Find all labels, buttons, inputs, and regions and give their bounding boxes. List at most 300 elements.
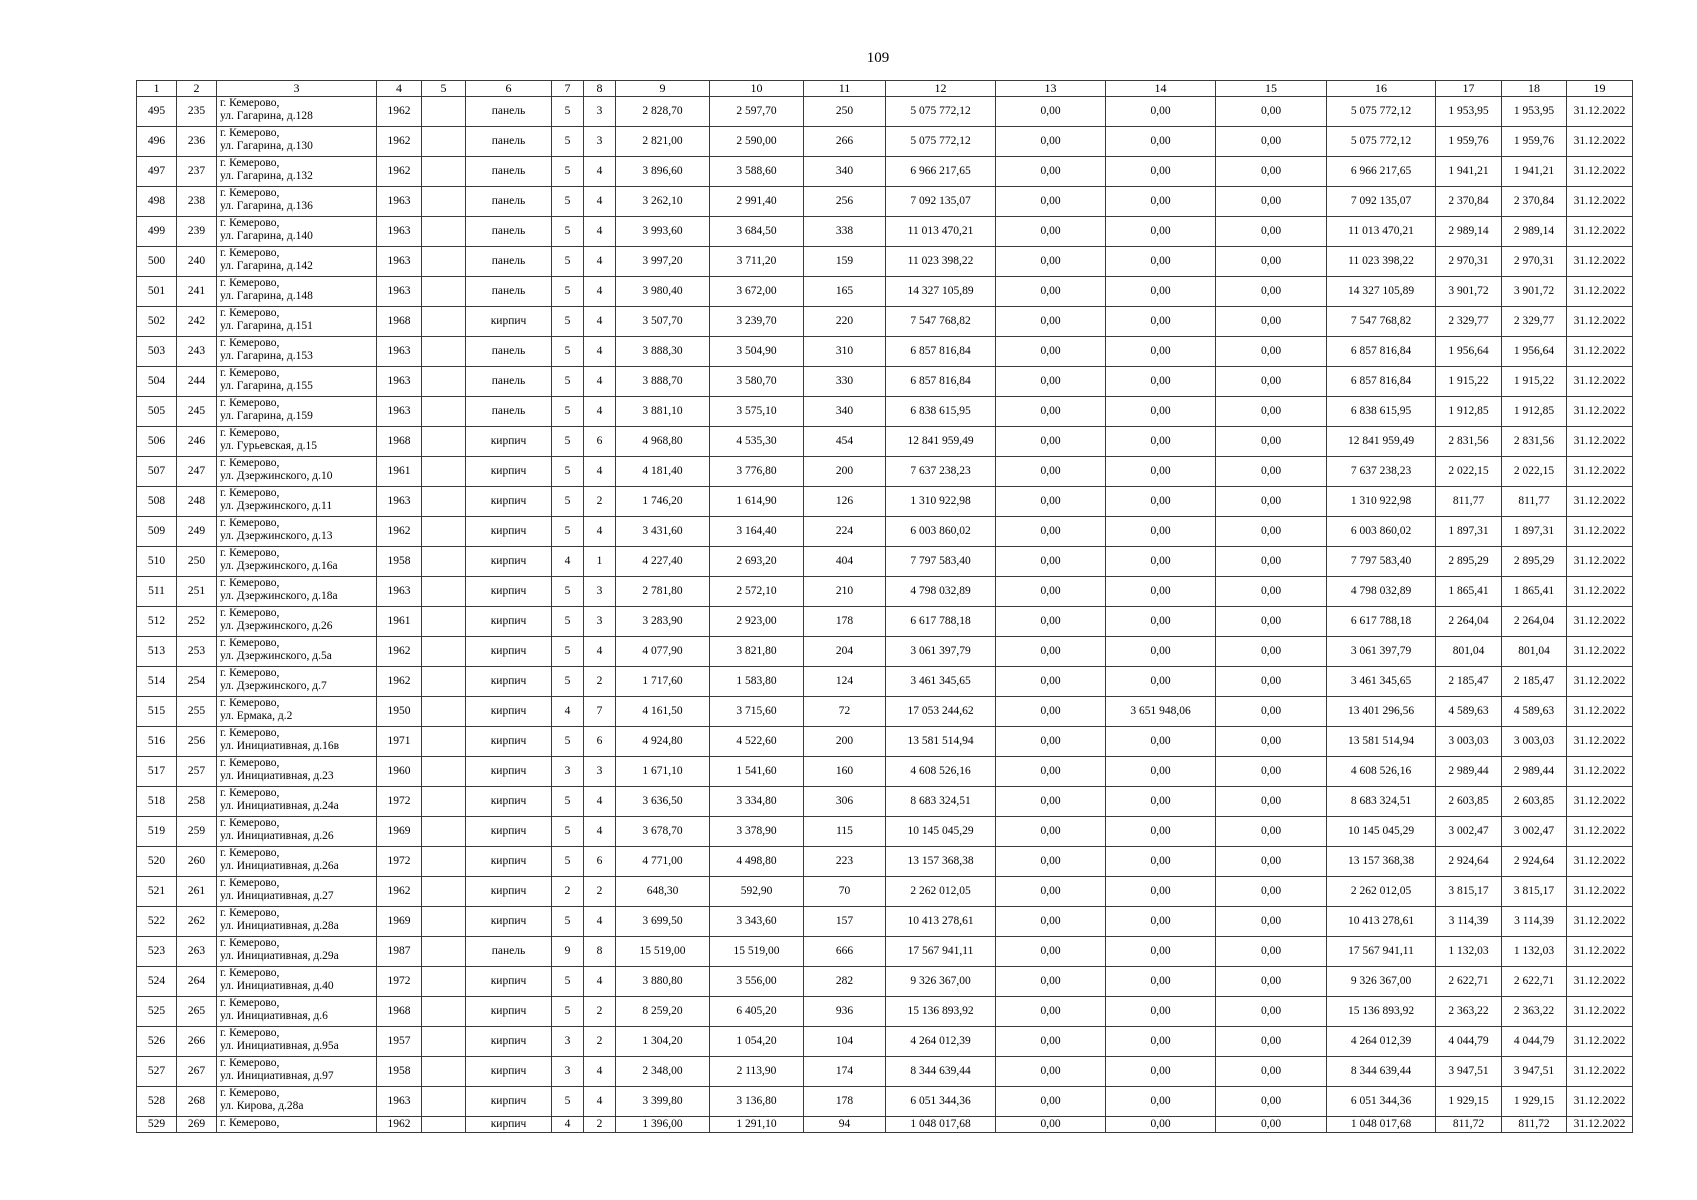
city-text: г. Кемерово,: [220, 427, 280, 439]
entrances-cell: 2: [584, 1027, 616, 1057]
column-13-value-cell: 0,00: [996, 847, 1106, 877]
street-text: ул. Кирова, д.28а: [220, 1100, 304, 1112]
column-9-value-cell: 3 993,60: [616, 217, 710, 247]
row-number-cell: 495: [137, 97, 177, 127]
column-18-value-cell: 3 003,03: [1502, 727, 1567, 757]
column-18-value-cell: 3 947,51: [1502, 1057, 1567, 1087]
column-18-value-cell: 2 970,31: [1502, 247, 1567, 277]
column-5-value-cell: [422, 1027, 466, 1057]
column-12-value-cell: 6 051 344,36: [886, 1087, 996, 1117]
column-9-value-cell: 3 880,80: [616, 967, 710, 997]
wall-material-cell: кирпич: [466, 457, 552, 487]
column-14-value-cell: 0,00: [1106, 307, 1216, 337]
column-17-value-cell: 2 329,77: [1436, 307, 1502, 337]
column-header: 11: [804, 81, 886, 97]
table-row: [137, 967, 1633, 997]
column-9-value-cell: 4 771,00: [616, 847, 710, 877]
column-16-value-cell: 4 264 012,39: [1327, 1027, 1436, 1057]
row-sub-number-cell: 264: [177, 967, 217, 997]
column-17-value-cell: 2 022,15: [1436, 457, 1502, 487]
column-9-value-cell: 2 828,70: [616, 97, 710, 127]
column-11-value-cell: 330: [804, 367, 886, 397]
column-9-value-cell: 8 259,20: [616, 997, 710, 1027]
floors-cell: 5: [552, 367, 584, 397]
street-text: ул. Гагарина, д.155: [220, 380, 313, 392]
column-11-value-cell: 70: [804, 877, 886, 907]
floors-cell: 5: [552, 907, 584, 937]
column-12-value-cell: 6 966 217,65: [886, 157, 996, 187]
address-cell: [217, 967, 377, 997]
city-text: г. Кемерово,: [220, 1117, 280, 1129]
table-row: [137, 217, 1633, 247]
column-18-value-cell: 3 815,17: [1502, 877, 1567, 907]
column-15-value-cell: 0,00: [1216, 877, 1327, 907]
column-15-value-cell: 0,00: [1216, 157, 1327, 187]
city-text: г. Кемерово,: [220, 847, 280, 859]
column-18-value-cell: 1 865,41: [1502, 577, 1567, 607]
table-header: [137, 81, 1633, 97]
column-17-value-cell: 4 589,63: [1436, 697, 1502, 727]
column-15-value-cell: 0,00: [1216, 1087, 1327, 1117]
street-text: ул. Гурьевская, д.15: [220, 440, 318, 452]
city-text: г. Кемерово,: [220, 97, 280, 109]
floors-cell: 4: [552, 547, 584, 577]
column-header: 16: [1327, 81, 1436, 97]
column-15-value-cell: 0,00: [1216, 127, 1327, 157]
floors-cell: 5: [552, 967, 584, 997]
year-built-cell: 1968: [377, 427, 422, 457]
column-11-value-cell: 310: [804, 337, 886, 367]
year-built-cell: 1963: [377, 397, 422, 427]
address-cell: [217, 367, 377, 397]
address-cell: [217, 577, 377, 607]
address-cell: [217, 427, 377, 457]
wall-material-cell: кирпич: [466, 1087, 552, 1117]
column-header: 10: [710, 81, 804, 97]
year-built-cell: 1962: [377, 667, 422, 697]
column-15-value-cell: 0,00: [1216, 277, 1327, 307]
column-15-value-cell: 0,00: [1216, 997, 1327, 1027]
column-13-value-cell: 0,00: [996, 247, 1106, 277]
wall-material-cell: кирпич: [466, 757, 552, 787]
column-9-value-cell: 1 717,60: [616, 667, 710, 697]
column-16-value-cell: 17 567 941,11: [1327, 937, 1436, 967]
column-header: 14: [1106, 81, 1216, 97]
date-cell: 31.12.2022: [1567, 907, 1633, 937]
wall-material-cell: кирпич: [466, 1057, 552, 1087]
column-10-value-cell: 3 504,90: [710, 337, 804, 367]
row-sub-number-cell: 261: [177, 877, 217, 907]
wall-material-cell: панель: [466, 127, 552, 157]
column-header: 12: [886, 81, 996, 97]
column-10-value-cell: 3 575,10: [710, 397, 804, 427]
column-header: 2: [177, 81, 217, 97]
year-built-cell: 1972: [377, 967, 422, 997]
floors-cell: 5: [552, 157, 584, 187]
row-number-cell: 521: [137, 877, 177, 907]
column-15-value-cell: 0,00: [1216, 907, 1327, 937]
column-18-value-cell: 2 622,71: [1502, 967, 1567, 997]
column-16-value-cell: 7 092 135,07: [1327, 187, 1436, 217]
table-row: [137, 1027, 1633, 1057]
floors-cell: 5: [552, 397, 584, 427]
table-row: [137, 817, 1633, 847]
column-10-value-cell: 4 522,60: [710, 727, 804, 757]
city-text: г. Кемерово,: [220, 637, 280, 649]
entrances-cell: 4: [584, 217, 616, 247]
column-10-value-cell: 15 519,00: [710, 937, 804, 967]
floors-cell: 5: [552, 727, 584, 757]
column-12-value-cell: 9 326 367,00: [886, 967, 996, 997]
column-17-value-cell: 811,72: [1436, 1117, 1502, 1133]
column-5-value-cell: [422, 847, 466, 877]
table-row: [137, 877, 1633, 907]
column-15-value-cell: 0,00: [1216, 727, 1327, 757]
column-5-value-cell: [422, 697, 466, 727]
row-number-cell: 509: [137, 517, 177, 547]
column-5-value-cell: [422, 1087, 466, 1117]
column-10-value-cell: 2 572,10: [710, 577, 804, 607]
column-header: 3: [217, 81, 377, 97]
date-cell: 31.12.2022: [1567, 847, 1633, 877]
entrances-cell: 3: [584, 127, 616, 157]
wall-material-cell: кирпич: [466, 997, 552, 1027]
column-10-value-cell: 2 991,40: [710, 187, 804, 217]
column-9-value-cell: 3 507,70: [616, 307, 710, 337]
column-14-value-cell: 0,00: [1106, 757, 1216, 787]
date-cell: 31.12.2022: [1567, 97, 1633, 127]
column-9-value-cell: 3 283,90: [616, 607, 710, 637]
column-9-value-cell: 4 227,40: [616, 547, 710, 577]
entrances-cell: 2: [584, 1117, 616, 1133]
street-text: ул. Дзержинского, д.13: [220, 530, 333, 542]
column-header: 8: [584, 81, 616, 97]
column-17-value-cell: 2 989,14: [1436, 217, 1502, 247]
column-18-value-cell: 3 901,72: [1502, 277, 1567, 307]
column-9-value-cell: 4 161,50: [616, 697, 710, 727]
column-14-value-cell: 0,00: [1106, 187, 1216, 217]
date-cell: 31.12.2022: [1567, 367, 1633, 397]
wall-material-cell: панель: [466, 187, 552, 217]
column-18-value-cell: 2 264,04: [1502, 607, 1567, 637]
column-13-value-cell: 0,00: [996, 637, 1106, 667]
column-13-value-cell: 0,00: [996, 1087, 1106, 1117]
column-18-value-cell: 4 044,79: [1502, 1027, 1567, 1057]
entrances-cell: 2: [584, 487, 616, 517]
column-10-value-cell: 2 923,00: [710, 607, 804, 637]
column-18-value-cell: 1 897,31: [1502, 517, 1567, 547]
column-18-value-cell: 2 924,64: [1502, 847, 1567, 877]
column-12-value-cell: 2 262 012,05: [886, 877, 996, 907]
entrances-cell: 4: [584, 787, 616, 817]
floors-cell: 3: [552, 1057, 584, 1087]
column-16-value-cell: 15 136 893,92: [1327, 997, 1436, 1027]
wall-material-cell: панель: [466, 397, 552, 427]
entrances-cell: 4: [584, 367, 616, 397]
table-row: [137, 307, 1633, 337]
column-14-value-cell: 0,00: [1106, 907, 1216, 937]
table-row: [137, 997, 1633, 1027]
column-11-value-cell: 165: [804, 277, 886, 307]
column-10-value-cell: 2 597,70: [710, 97, 804, 127]
date-cell: 31.12.2022: [1567, 697, 1633, 727]
column-17-value-cell: 2 831,56: [1436, 427, 1502, 457]
city-text: г. Кемерово,: [220, 487, 280, 499]
column-12-value-cell: 13 157 368,38: [886, 847, 996, 877]
city-text: г. Кемерово,: [220, 967, 280, 979]
column-16-value-cell: 6 617 788,18: [1327, 607, 1436, 637]
street-text: ул. Инициативная, д.24а: [220, 800, 339, 812]
column-12-value-cell: 7 092 135,07: [886, 187, 996, 217]
table-row: [137, 337, 1633, 367]
column-11-value-cell: 104: [804, 1027, 886, 1057]
column-5-value-cell: [422, 757, 466, 787]
column-9-value-cell: 4 181,40: [616, 457, 710, 487]
column-14-value-cell: 0,00: [1106, 577, 1216, 607]
entrances-cell: 2: [584, 997, 616, 1027]
column-17-value-cell: 1 865,41: [1436, 577, 1502, 607]
row-sub-number-cell: 252: [177, 607, 217, 637]
wall-material-cell: панель: [466, 247, 552, 277]
entrances-cell: 6: [584, 727, 616, 757]
column-5-value-cell: [422, 487, 466, 517]
wall-material-cell: кирпич: [466, 1117, 552, 1133]
table-row: [137, 637, 1633, 667]
column-15-value-cell: 0,00: [1216, 697, 1327, 727]
street-text: ул. Дзержинского, д.7: [220, 680, 327, 692]
floors-cell: 5: [552, 607, 584, 637]
table-body: [137, 97, 1633, 1133]
row-sub-number-cell: 239: [177, 217, 217, 247]
wall-material-cell: кирпич: [466, 637, 552, 667]
column-14-value-cell: 0,00: [1106, 217, 1216, 247]
column-5-value-cell: [422, 247, 466, 277]
date-cell: 31.12.2022: [1567, 937, 1633, 967]
housing-registry-table: [136, 80, 1633, 1133]
row-number-cell: 518: [137, 787, 177, 817]
column-15-value-cell: 0,00: [1216, 217, 1327, 247]
date-cell: 31.12.2022: [1567, 757, 1633, 787]
row-number-cell: 498: [137, 187, 177, 217]
column-9-value-cell: 3 980,40: [616, 277, 710, 307]
column-12-value-cell: 4 798 032,89: [886, 577, 996, 607]
column-18-value-cell: 4 589,63: [1502, 697, 1567, 727]
column-12-value-cell: 6 857 816,84: [886, 367, 996, 397]
street-text: ул. Инициативная, д.23: [220, 770, 334, 782]
date-cell: 31.12.2022: [1567, 1117, 1633, 1133]
column-9-value-cell: 3 636,50: [616, 787, 710, 817]
column-13-value-cell: 0,00: [996, 1117, 1106, 1133]
column-12-value-cell: 3 061 397,79: [886, 637, 996, 667]
floors-cell: 4: [552, 697, 584, 727]
column-14-value-cell: 0,00: [1106, 667, 1216, 697]
row-number-cell: 512: [137, 607, 177, 637]
column-12-value-cell: 15 136 893,92: [886, 997, 996, 1027]
entrances-cell: 4: [584, 247, 616, 277]
column-13-value-cell: 0,00: [996, 307, 1106, 337]
row-sub-number-cell: 256: [177, 727, 217, 757]
column-11-value-cell: 250: [804, 97, 886, 127]
street-text: ул. Гагарина, д.130: [220, 140, 313, 152]
column-5-value-cell: [422, 607, 466, 637]
column-12-value-cell: 10 413 278,61: [886, 907, 996, 937]
column-5-value-cell: [422, 397, 466, 427]
date-cell: 31.12.2022: [1567, 307, 1633, 337]
column-10-value-cell: 3 715,60: [710, 697, 804, 727]
floors-cell: 5: [552, 127, 584, 157]
year-built-cell: 1963: [377, 367, 422, 397]
street-text: ул. Инициативная, д.16в: [220, 740, 340, 752]
column-16-value-cell: 11 013 470,21: [1327, 217, 1436, 247]
table-row: [137, 187, 1633, 217]
column-12-value-cell: 13 581 514,94: [886, 727, 996, 757]
city-text: г. Кемерово,: [220, 217, 280, 229]
row-sub-number-cell: 245: [177, 397, 217, 427]
row-sub-number-cell: 259: [177, 817, 217, 847]
table-row: [137, 487, 1633, 517]
column-9-value-cell: 3 431,60: [616, 517, 710, 547]
city-text: г. Кемерово,: [220, 247, 280, 259]
column-9-value-cell: 3 997,20: [616, 247, 710, 277]
column-15-value-cell: 0,00: [1216, 307, 1327, 337]
column-16-value-cell: 8 683 324,51: [1327, 787, 1436, 817]
city-text: г. Кемерово,: [220, 1027, 280, 1039]
column-16-value-cell: 4 608 526,16: [1327, 757, 1436, 787]
column-13-value-cell: 0,00: [996, 997, 1106, 1027]
column-15-value-cell: 0,00: [1216, 547, 1327, 577]
floors-cell: 5: [552, 217, 584, 247]
year-built-cell: 1972: [377, 787, 422, 817]
floors-cell: 5: [552, 427, 584, 457]
column-16-value-cell: 13 401 296,56: [1327, 697, 1436, 727]
page-number: 109: [866, 50, 890, 66]
row-sub-number-cell: 244: [177, 367, 217, 397]
year-built-cell: 1972: [377, 847, 422, 877]
column-14-value-cell: 0,00: [1106, 127, 1216, 157]
row-number-cell: 497: [137, 157, 177, 187]
city-text: г. Кемерово,: [220, 907, 280, 919]
date-cell: 31.12.2022: [1567, 457, 1633, 487]
column-11-value-cell: 936: [804, 997, 886, 1027]
column-14-value-cell: 0,00: [1106, 517, 1216, 547]
column-11-value-cell: 338: [804, 217, 886, 247]
column-5-value-cell: [422, 1057, 466, 1087]
date-cell: 31.12.2022: [1567, 727, 1633, 757]
table-row: [137, 787, 1633, 817]
column-5-value-cell: [422, 157, 466, 187]
entrances-cell: 4: [584, 1057, 616, 1087]
wall-material-cell: кирпич: [466, 577, 552, 607]
column-header: 15: [1216, 81, 1327, 97]
column-18-value-cell: 2 363,22: [1502, 997, 1567, 1027]
column-12-value-cell: 8 683 324,51: [886, 787, 996, 817]
row-number-cell: 506: [137, 427, 177, 457]
row-sub-number-cell: 251: [177, 577, 217, 607]
address-cell: [217, 877, 377, 907]
floors-cell: 5: [552, 1087, 584, 1117]
date-cell: 31.12.2022: [1567, 187, 1633, 217]
floors-cell: 5: [552, 277, 584, 307]
column-15-value-cell: 0,00: [1216, 337, 1327, 367]
floors-cell: 5: [552, 667, 584, 697]
column-12-value-cell: 17 567 941,11: [886, 937, 996, 967]
column-11-value-cell: 178: [804, 607, 886, 637]
floors-cell: 5: [552, 577, 584, 607]
column-14-value-cell: 0,00: [1106, 97, 1216, 127]
column-13-value-cell: 0,00: [996, 697, 1106, 727]
row-number-cell: 504: [137, 367, 177, 397]
floors-cell: 3: [552, 1027, 584, 1057]
city-text: г. Кемерово,: [220, 697, 280, 709]
column-5-value-cell: [422, 997, 466, 1027]
column-16-value-cell: 3 461 345,65: [1327, 667, 1436, 697]
column-18-value-cell: 1 953,95: [1502, 97, 1567, 127]
address-cell: [217, 487, 377, 517]
wall-material-cell: кирпич: [466, 877, 552, 907]
column-11-value-cell: 454: [804, 427, 886, 457]
column-12-value-cell: 3 461 345,65: [886, 667, 996, 697]
column-13-value-cell: 0,00: [996, 427, 1106, 457]
column-14-value-cell: 0,00: [1106, 967, 1216, 997]
column-header: 5: [422, 81, 466, 97]
column-10-value-cell: 3 239,70: [710, 307, 804, 337]
column-17-value-cell: 1 953,95: [1436, 97, 1502, 127]
row-number-cell: 511: [137, 577, 177, 607]
column-14-value-cell: 0,00: [1106, 787, 1216, 817]
column-11-value-cell: 224: [804, 517, 886, 547]
column-11-value-cell: 306: [804, 787, 886, 817]
column-12-value-cell: 4 264 012,39: [886, 1027, 996, 1057]
column-10-value-cell: 3 556,00: [710, 967, 804, 997]
date-cell: 31.12.2022: [1567, 127, 1633, 157]
row-sub-number-cell: 236: [177, 127, 217, 157]
row-number-cell: 516: [137, 727, 177, 757]
column-16-value-cell: 12 841 959,49: [1327, 427, 1436, 457]
column-15-value-cell: 0,00: [1216, 817, 1327, 847]
street-text: ул. Инициативная, д.26: [220, 830, 334, 842]
column-16-value-cell: 6 003 860,02: [1327, 517, 1436, 547]
column-17-value-cell: 3 901,72: [1436, 277, 1502, 307]
column-14-value-cell: 0,00: [1106, 817, 1216, 847]
street-text: ул. Гагарина, д.159: [220, 410, 313, 422]
entrances-cell: 4: [584, 157, 616, 187]
table-row: [137, 667, 1633, 697]
city-text: г. Кемерово,: [220, 367, 280, 379]
row-number-cell: 529: [137, 1117, 177, 1133]
row-sub-number-cell: 246: [177, 427, 217, 457]
row-sub-number-cell: 238: [177, 187, 217, 217]
column-12-value-cell: 6 003 860,02: [886, 517, 996, 547]
column-16-value-cell: 7 547 768,82: [1327, 307, 1436, 337]
entrances-cell: 4: [584, 967, 616, 997]
column-15-value-cell: 0,00: [1216, 937, 1327, 967]
street-text: ул. Дзержинского, д.11: [220, 500, 333, 512]
table-row: [137, 937, 1633, 967]
table-row: [137, 397, 1633, 427]
column-13-value-cell: 0,00: [996, 187, 1106, 217]
column-15-value-cell: 0,00: [1216, 847, 1327, 877]
year-built-cell: 1963: [377, 577, 422, 607]
wall-material-cell: кирпич: [466, 697, 552, 727]
city-text: г. Кемерово,: [220, 757, 280, 769]
floors-cell: 3: [552, 757, 584, 787]
column-13-value-cell: 0,00: [996, 787, 1106, 817]
city-text: г. Кемерово,: [220, 127, 280, 139]
column-12-value-cell: 6 617 788,18: [886, 607, 996, 637]
street-text: ул. Дзержинского, д.10: [220, 470, 333, 482]
column-12-value-cell: 5 075 772,12: [886, 97, 996, 127]
date-cell: 31.12.2022: [1567, 817, 1633, 847]
